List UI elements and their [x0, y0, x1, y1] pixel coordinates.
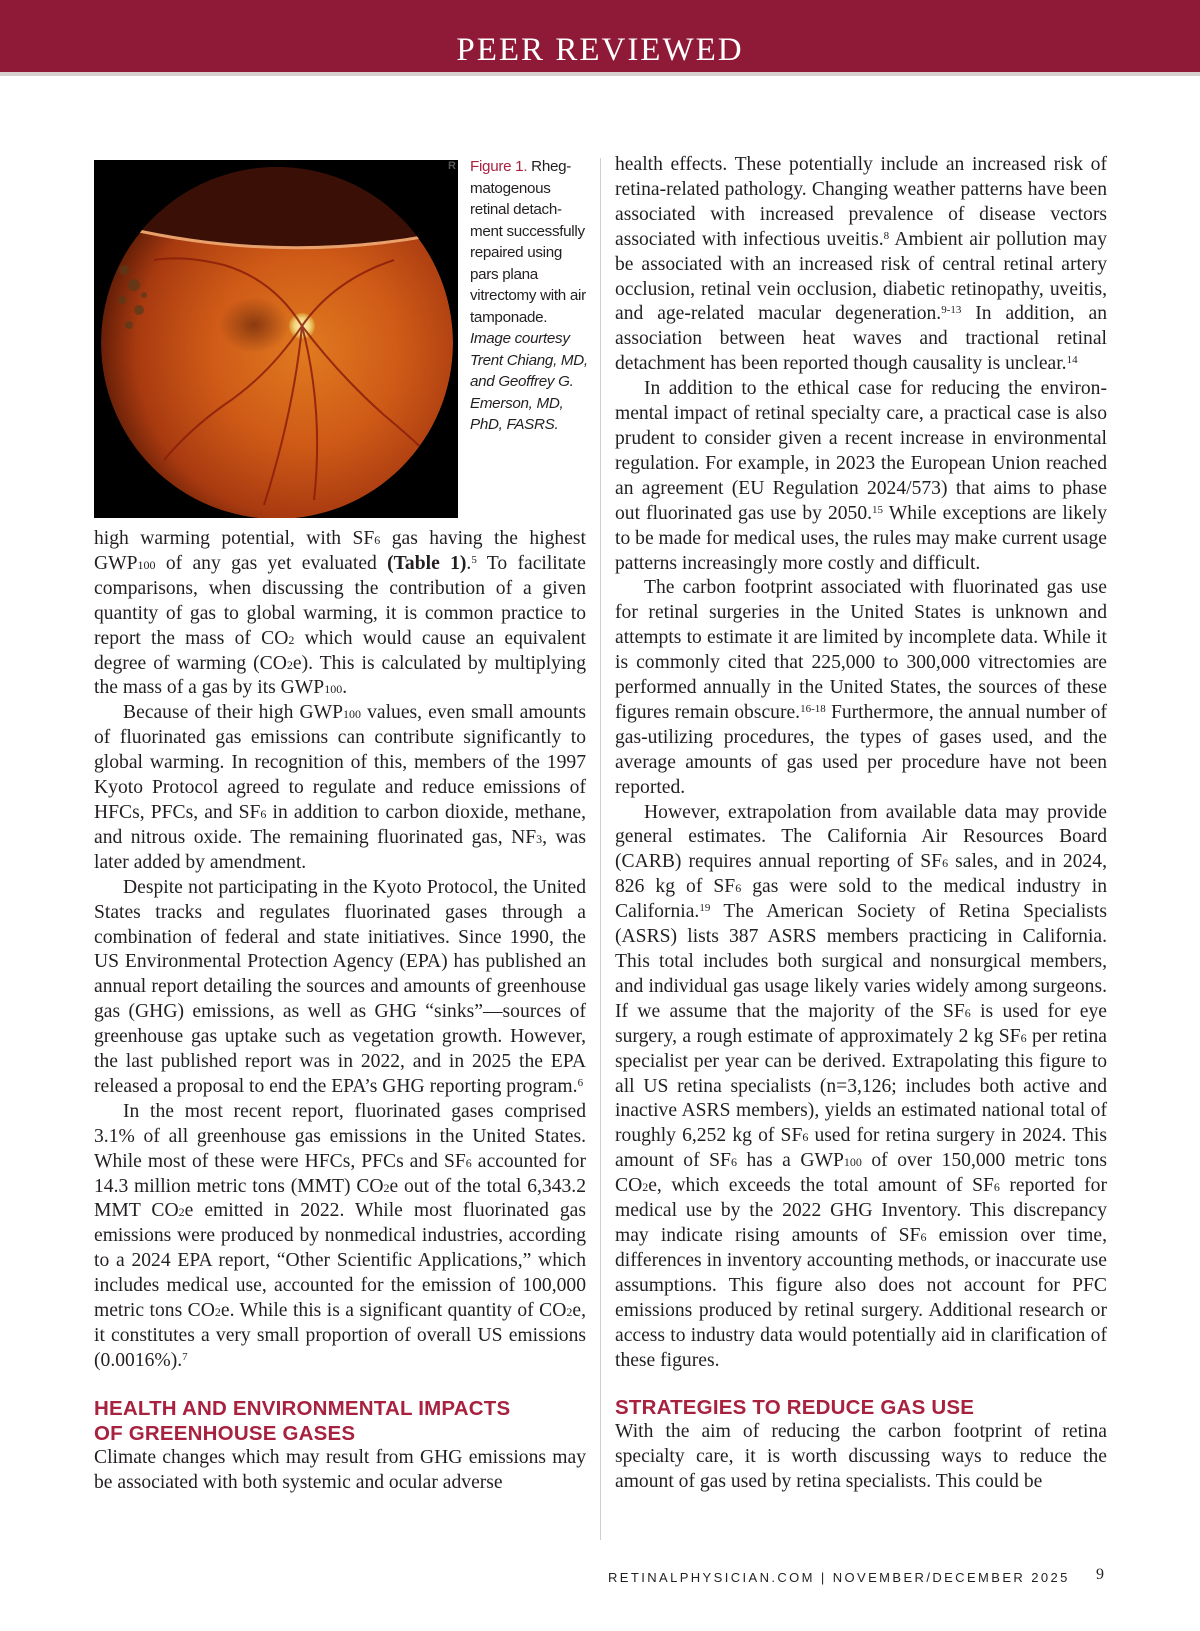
paragraph: In the most recent report, fluorinated gases comprised 3.1% of all greenhouse gas emissions in the United States. While most of these were HFCs, PFCs and SF6 accounted for 14.3 million metric tons (MMT) CO2e out of the total 6,343.2 MMT CO2e emitted in 2022. While most fluorinated gas emissions were produced by nonmedical industries, according to a 2024 EPA report, “Other Scientific Applications,” which includes medical use, accounted for the emission of 100,000 metric tons CO2e. While this is a significant quantity of CO2e, it constitutes a very small proportion of overall US emissions (0.0016%).$^7$ — [94, 1100, 587, 1371]
section-title: PEER REVIEWED — [456, 32, 744, 68]
paragraph: Because of their high GWP100 values, even small amounts of fluorinated gas emissions can contribute significantly to global warming. In recognition of this, members of the 1997 Kyoto Protocol agreed to regulate and reduce emissions of HFCs, PFCs, and SF6 in addition to carbon dioxide, methane, and nitrous oxide. The remaining fluorinated gas, NF3, was later added by amendment. — [94, 702, 586, 873]
left-column — [94, 527, 586, 1496]
section-heading: STRATEGIES TO REDUCE GAS USE — [615, 1396, 975, 1420]
figure-caption — [470, 156, 588, 436]
figure-label: Figure 1. — [470, 158, 528, 175]
section-heading: HEALTH AND ENVIRONMENTAL IMPACTS OF GREENHOUSE GASES — [94, 1396, 511, 1445]
header-banner-shadow — [0, 72, 1200, 76]
image-corner-mark: R — [448, 160, 456, 172]
paragraph: With the aim of reducing the carbon footprint of retina specialty care, it is worth discussing ways to reduce the amount of gas used by retina specialists. This could be — [615, 1421, 1107, 1493]
paragraph: The carbon footprint associated with fluorinated gas use for retinal surgeries in the United States is unknown and attempts to estimate it are limited by incomplete data. While it is commonly cited that 225,000 to 300,000 vitrectomies are performed annually in the United States, the sources of these figures remain obscure.$^{16-18}$ Furthermore, the annual number of gas-utilizing procedures, the types of gases used, and the average amounts of gas used per procedure have not been reported. — [615, 577, 1107, 798]
paragraph: However, extrapolation from available data may provide general estimates. The California Air Resources Board (CARB) requires annual reporting of SF6 sales, and in 2024, 826 kg of SF6 gas were sold to the medical industry in California.$^{19}$ The American Society of Retina Specialists (ASRS) lists 387 ASRS members practicing in California. This total includes both surgical and nonsurgical members, and individual gas usage likely varies widely among surgeons. If we assume that the majority of the SF6 is used for eye surgery, a rough estimate of approximately 2 kg SF6 per retina specialist per year can be derived. Extrapolating this figure to all US retina specialists (n=3,126; includes both active and inactive ASRS members), yields an estimated national total of roughly 6,252 kg of SF6 used for retina surgery in 2024. This amount of SF6 has a GWP100 of over 150,000 metric tons CO2e, which exceeds the total amount of SF6 reported for medical use by the 2022 GHG Inventory. This discrepancy may indicate rising amounts of SF6 emission over time, differences in inventory accounting methods, or inaccurate use assumptions. This figure also does not account for PFC emissions produced by retinal surgery. Additional research or access to industry data would potentially aid in clarification of these figures. — [615, 801, 1108, 1371]
fundus-photo — [94, 160, 458, 518]
right-column — [615, 153, 1107, 1495]
paragraph: health effects. These potentially include an increased risk of retina-related pathology. Changing weather patterns have been associated with increased prevalence of disease vectors associated with infectious uveitis.$^8$ Ambient air pollution may be associated with an increased risk of central retinal artery occlusion, retinal vein occlusion, diabetic retinopathy, uveitis, and age-related macular degeneration.$^{9-13}$ In addition, an association between heat waves and tractional retinal detachment has been reported though causality is unclear.$^{14}$ — [615, 154, 1107, 375]
footer-publication: RETINALPHYSICIAN.COM | NOVEMBER/DECEMBER 2025 — [608, 1570, 1070, 1585]
page-number: 9 — [1096, 1566, 1104, 1583]
paragraph: Despite not participating in the Kyoto Protocol, the United States tracks and regulates fluorinated gases through a combination of federal and state initiatives. Since 1990, the US Environmental Protection Agency (EPA) has published an annual report detailing the sources and amounts of greenhouse gas (GHG) emissions, as well as GHG “sinks”—sources of greenhouse gas uptake such as vegetation growth. However, the last published report was in 2022, and in 2025 the EPA released a proposal to end the EPA’s GHG reporting program.$^6$ — [94, 876, 586, 1097]
figure-credit: Image courtesy Trent Chiang, MD, and Geoffrey G. Emerson, MD, PhD, FASRS. — [470, 330, 588, 433]
paragraph: In addition to the ethical case for reducing the environmental impact of retinal specialty care, a practical case is also prudent to consider given a recent increase in environmental regulation. For example, in 2023 the European Union reached an agreement (EU Regulation 2024/573) that aims to phase out fluorinated gas use by 2050.15 While exceptions are likely to be made for medical uses, the rules may make current usage patterns increasingly more costly and difficult. — [615, 378, 1107, 574]
column-divider — [600, 158, 601, 1540]
paragraph: high warming potential, with SF6 gas having the highest GWP100 of any gas yet evaluated (Table 1).$^5$ To facilitate comparisons, when discussing the contribution of a given quantity of gas to global warming, it is common practice to report the mass of CO2 which would cause an equivalent degree of warming (CO2e). This is calculated by multiplying the mass of a gas by its GWP100. — [94, 528, 587, 699]
figure-caption-text: Rhegmatogenous retinal detachment successfully repaired using pars plana vitrectomy with air tamponade. — [470, 158, 586, 326]
paragraph: Climate changes which may result from GHG emissions may be associated with both systemic and ocular adverse — [94, 1446, 586, 1493]
fundus-image — [94, 160, 458, 518]
table-reference: (Table 1) — [387, 552, 467, 574]
